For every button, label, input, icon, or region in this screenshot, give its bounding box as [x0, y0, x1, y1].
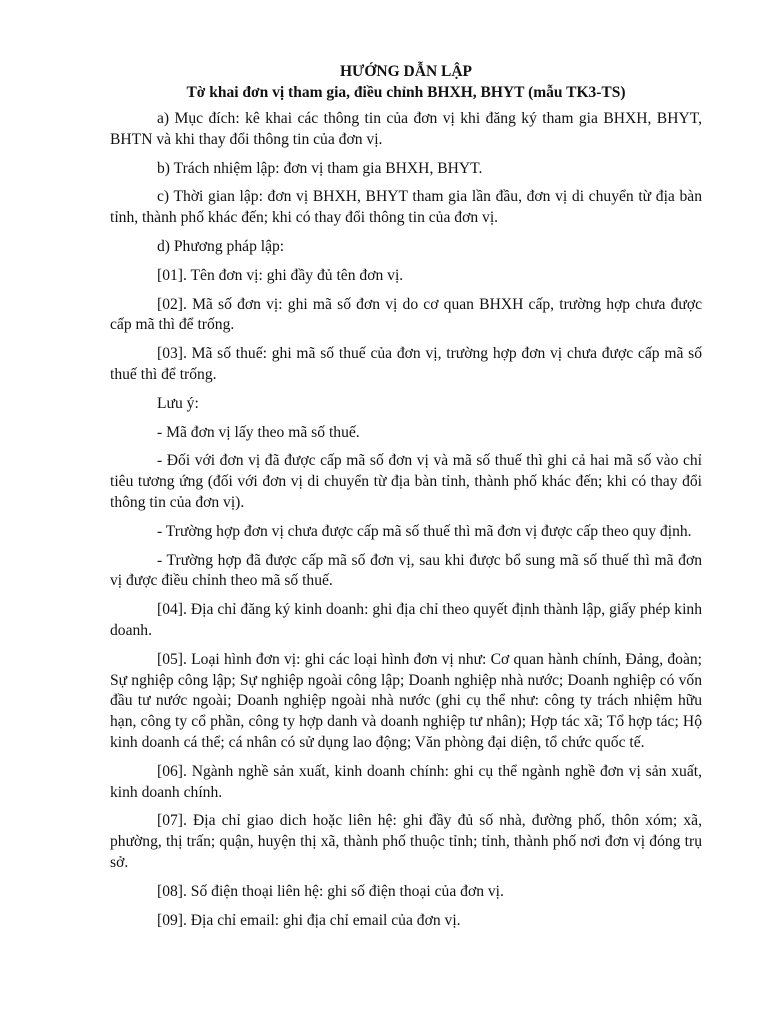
note-heading: Lưu ý: — [157, 394, 199, 412]
document-title: HƯỚNG DẪN LẬP — [339, 63, 473, 80]
paragraph-method: d) Phương pháp lập: — [157, 237, 285, 255]
field-08-phone: [08]. Số điện thoại liên hệ: ghi số điện thoại của đơn vị. — [157, 882, 504, 900]
field-05-unit-type: [05]. Loại hình đơn vị: ghi các loại hình đơn vị như: Cơ quan hành chính, Đảng, đoàn; Sự nghiệp công lập; Sự nghiệp ngoài công lập; Doanh nghiệp nhà nước; Doanh nghiệp có vốn đầu tư nước ngoài; Doanh nghiệp ngoài nhà nước (ghi cụ thể như: công ty trách nhiệm hữu hạn, công ty cổ phần, công ty hợp danh và doanh nghiệp tư nhân); Hợp tác xã; Tổ hợp tác; Hộ kinh doanh cá thể; cá nhân có sử dụng lao động; Văn phòng đại diện, tổ chức quốc tế. — [110, 650, 702, 751]
field-07-contact-address: [07]. Địa chỉ giao dich hoặc liên hệ: ghi đầy đủ số nhà, đường phố, thôn xóm; xã, phường, thị trấn; quận, huyện thị xã, thành phố thuộc tỉnh; tỉnh, thành phố nơi đơn vị đóng trụ sở. — [110, 812, 702, 871]
note-item: - Mã đơn vị lấy theo mã số thuế. — [157, 423, 360, 441]
note-item: - Trường hợp đơn vị chưa được cấp mã số thuế thì mã đơn vị được cấp theo quy định. — [157, 522, 692, 540]
note-item: - Trường hợp đã được cấp mã số đơn vị, sau khi được bổ sung mã số thuế thì mã đơn vị được điều chỉnh theo mã số thuế. — [110, 551, 702, 590]
field-01-unit-name: [01]. Tên đơn vị: ghi đầy đủ tên đơn vị. — [157, 266, 404, 284]
document-subtitle: Tờ khai đơn vị tham gia, điều chỉnh BHXH, BHYT (mẫu TK3-TS) — [186, 84, 626, 101]
document-body — [110, 109, 702, 931]
note-item: - Đối với đơn vị đã được cấp mã số đơn vị và mã số thuế thì ghi cả hai mã số vào chỉ tiêu tương ứng (đối với đơn vị di chuyển từ địa bàn tỉnh, thành phố khác đến; khi có thay đổi thông tin của đơn vị). — [110, 452, 702, 511]
field-02-unit-code: [02]. Mã số đơn vị: ghi mã số đơn vị do cơ quan BHXH cấp, trường hợp chưa được cấp mã thì để trống. — [110, 295, 702, 334]
paragraph-timing: c) Thời gian lập: đơn vị BHXH, BHYT tham gia lần đầu, đơn vị di chuyển từ địa bàn tỉnh, thành phố khác đến; khi có thay đổi thông tin của đơn vị. — [110, 188, 702, 227]
field-04-business-address: [04]. Địa chỉ đăng ký kinh doanh: ghi địa chỉ theo quyết định thành lập, giấy phép kinh doanh. — [110, 601, 702, 639]
paragraph-purpose: a) Mục đích: kê khai các thông tin của đơn vị khi đăng ký tham gia BHXH, BHYT, BHTN và khi thay đổi thông tin của đơn vị. — [110, 110, 702, 148]
field-09-email: [09]. Địa chỉ email: ghi địa chỉ email của đơn vị. — [157, 911, 461, 929]
field-03-tax-code: [03]. Mã số thuế: ghi mã số thuế của đơn vị, trường hợp đơn vị chưa được cấp mã số thuế thì để trống. — [110, 345, 702, 383]
paragraph-responsibility: b) Trách nhiệm lập: đơn vị tham gia BHXH, BHYT. — [157, 159, 483, 177]
field-06-main-business: [06]. Ngành nghề sản xuất, kinh doanh chính: ghi cụ thể ngành nghề đơn vị sản xuất, kinh doanh chính. — [110, 762, 702, 801]
